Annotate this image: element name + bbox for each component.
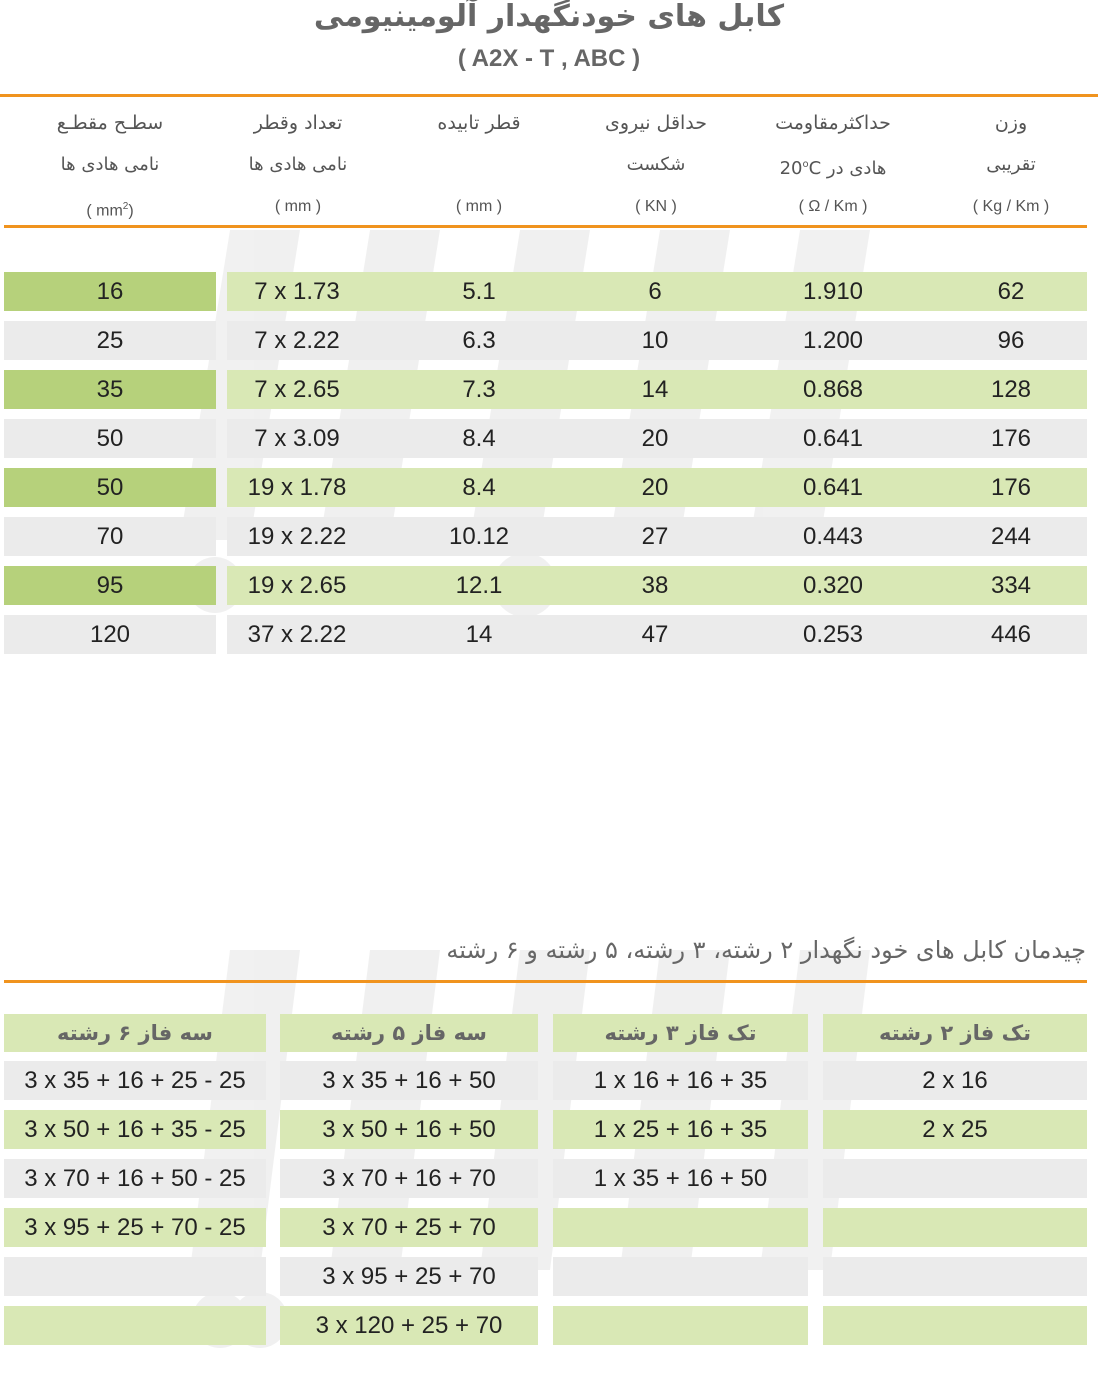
table-cell: 446 — [990, 621, 1032, 648]
table-cell: 50 — [96, 474, 124, 501]
table-cell: 7.3 — [462, 376, 496, 403]
table-row — [0, 419, 1098, 458]
table-cell: 0.320 — [802, 572, 864, 599]
table-cell: 0.641 — [802, 425, 864, 452]
header-top-rule — [0, 94, 1098, 97]
arrangement-cell — [4, 1306, 266, 1345]
arrangement-cell — [553, 1306, 808, 1345]
arrangement-cell: 3 x 95 + 25 + 70 — [280, 1257, 538, 1296]
table-row — [0, 566, 1098, 605]
table-cell: 176 — [990, 474, 1032, 501]
table-cell: 0.443 — [802, 523, 864, 550]
arrangement-cell — [553, 1257, 808, 1296]
table-cell: 14 — [465, 621, 493, 648]
arrangement-header: سه فاز ۵ رشته — [280, 1014, 538, 1052]
arrangement-cell — [4, 1257, 266, 1296]
table-cell: 176 — [990, 425, 1032, 452]
header-col-resistance: حداکثرمقاومت هادی در 20$^o$C ( Ω / Km ) — [775, 112, 891, 215]
table-cell: 12.1 — [455, 572, 503, 599]
arrangement-cell: 3 x 70 + 16 + 70 — [280, 1159, 538, 1198]
table-cell: 19 x 2.65 — [247, 572, 347, 599]
arrangement-cell: 1 x 25 + 16 + 35 — [553, 1110, 808, 1149]
table-cell: 25 — [96, 327, 124, 354]
arrangement-header: تک فاز ۳ رشته — [553, 1014, 808, 1052]
arrangement-cell: 1 x 16 + 16 + 35 — [553, 1061, 808, 1100]
table-cell: 128 — [990, 376, 1032, 403]
arrangement-cell — [823, 1257, 1087, 1296]
table-cell: 95 — [96, 572, 124, 599]
table-row — [0, 272, 1098, 311]
table-cell: 38 — [641, 572, 669, 599]
table-cell: 6.3 — [462, 327, 496, 354]
table-cell: 96 — [997, 327, 1025, 354]
table-cell: 7 x 1.73 — [254, 278, 340, 305]
table-cell: 70 — [96, 523, 124, 550]
arrangement-cell — [823, 1159, 1087, 1198]
arrangement-cell: 1 x 35 + 16 + 50 — [553, 1159, 808, 1198]
table-cell: 7 x 3.09 — [254, 425, 340, 452]
table-cell: 120 — [89, 621, 131, 648]
table-row — [0, 517, 1098, 556]
arrangement-rule — [4, 980, 1087, 983]
table-cell: 334 — [990, 572, 1032, 599]
table-cell: 27 — [641, 523, 669, 550]
table-cell: 35 — [96, 376, 124, 403]
table-cell: 19 x 1.78 — [247, 474, 347, 501]
table-cell: 8.4 — [462, 474, 496, 501]
table-cell: 16 — [96, 278, 124, 305]
arrangement-cell: 3 x 35 + 16 + 25 - 25 — [4, 1061, 266, 1100]
arrangement-cell: 3 x 120 + 25 + 70 — [280, 1306, 538, 1345]
table-cell: 50 — [96, 425, 124, 452]
table-cell: 20 — [641, 425, 669, 452]
table-cell: 7 x 2.22 — [254, 327, 340, 354]
table-row — [0, 321, 1098, 360]
arrangement-cell — [553, 1208, 808, 1247]
arrangement-cell: 2 x 25 — [823, 1110, 1087, 1149]
arrangement-header: تک فاز ۲ رشته — [823, 1014, 1087, 1052]
table-cell: 19 x 2.22 — [247, 523, 347, 550]
arrangement-cell: 3 x 95 + 25 + 70 - 25 — [4, 1208, 266, 1247]
table-cell: 6 — [648, 278, 662, 305]
table-cell: 0.641 — [802, 474, 864, 501]
header-col-wire-count: تعداد وقطر نامی هادی ها ( mm ) — [248, 112, 348, 215]
arrangement-cell: 3 x 50 + 16 + 50 — [280, 1110, 538, 1149]
arrangement-title: چیدمان کابل های خود نگهدار ۲ رشته، ۳ رشته، ۵ رشته و ۶ رشته — [446, 936, 1086, 964]
table-cell: 5.1 — [462, 278, 496, 305]
page-subtitle: ( A2X - T , ABC ) — [457, 45, 641, 72]
header-col-weight: وزن تقریبی ( Kg / Km ) — [972, 112, 1050, 215]
table-cell: 7 x 2.65 — [254, 376, 340, 403]
table-cell: 62 — [997, 278, 1025, 305]
arrangement-cell: 3 x 70 + 16 + 50 - 25 — [4, 1159, 266, 1198]
table-row — [0, 468, 1098, 507]
table-row — [0, 615, 1098, 654]
table-cell: 47 — [641, 621, 669, 648]
arrangement-cell — [823, 1208, 1087, 1247]
table-cell: 0.253 — [802, 621, 864, 648]
table-cell: 10 — [641, 327, 669, 354]
arrangement-cell: 3 x 50 + 16 + 35 - 25 — [4, 1110, 266, 1149]
header-col-cross-section: سطـح مقطـع نامی هادی ها ( $mm^2$) — [56, 112, 164, 220]
arrangement-header: سه فاز ۶ رشته — [4, 1014, 266, 1052]
table-cell: 1.910 — [802, 278, 864, 305]
table-row — [0, 370, 1098, 409]
header-bottom-rule — [4, 225, 1087, 228]
table-cell: 244 — [990, 523, 1032, 550]
arrangement-cell — [823, 1306, 1087, 1345]
arrangement-cell: 3 x 35 + 16 + 50 — [280, 1061, 538, 1100]
table-cell: 14 — [641, 376, 669, 403]
table-cell: 20 — [641, 474, 669, 501]
table-cell: 8.4 — [462, 425, 496, 452]
page-title: کابل های خودنگهدار آلومینیومی — [313, 0, 785, 34]
arrangement-cell: 3 x 70 + 25 + 70 — [280, 1208, 538, 1247]
table-cell: 37 x 2.22 — [247, 621, 347, 648]
arrangement-cell: 2 x 16 — [823, 1061, 1087, 1100]
table-cell: 0.868 — [802, 376, 864, 403]
header-col-breaking-force: حداقل نیروی شکست ( KN ) — [604, 112, 708, 215]
table-cell: 10.12 — [448, 523, 510, 550]
header-col-diameter: قطر تابیده ( mm ) — [437, 112, 521, 215]
table-cell: 1.200 — [802, 327, 864, 354]
